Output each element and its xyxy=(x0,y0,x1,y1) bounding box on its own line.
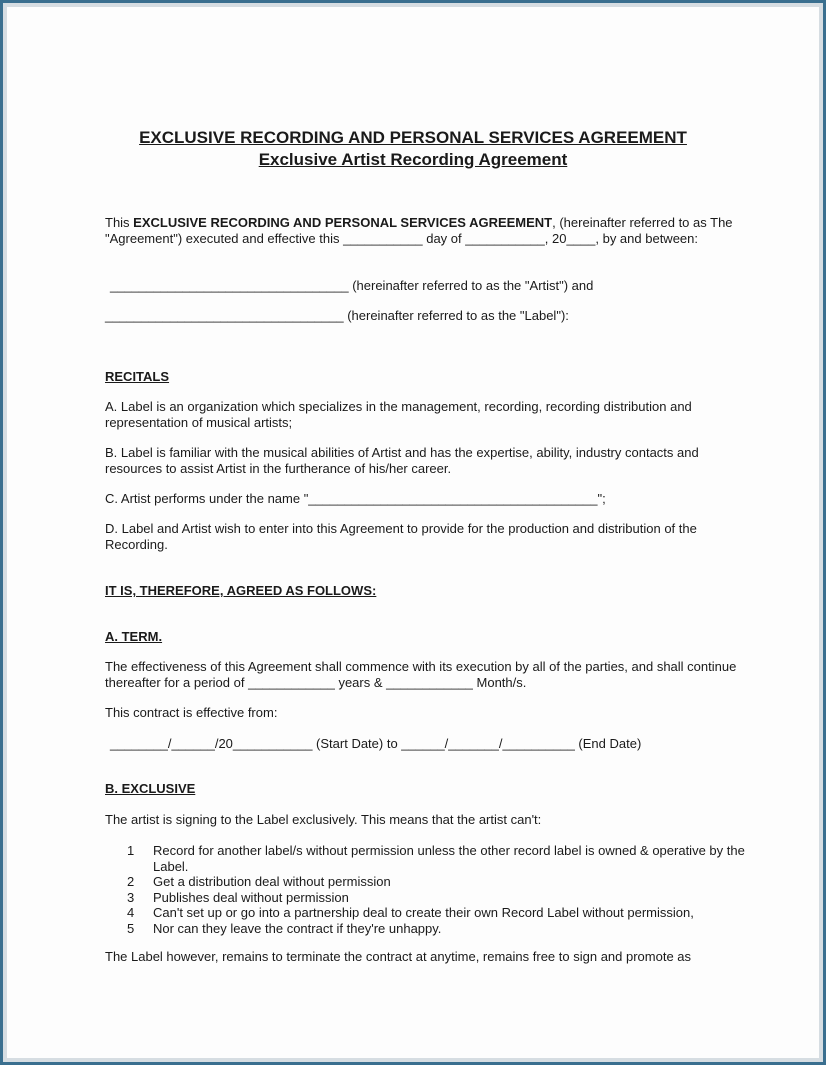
list-item xyxy=(105,921,745,937)
list-number: 5 xyxy=(127,920,135,936)
page-frame xyxy=(3,3,823,1062)
list-number: 3 xyxy=(127,889,135,905)
term-effective-from: This contract is effective from: xyxy=(105,705,278,720)
list-number: 2 xyxy=(127,874,135,889)
list-item xyxy=(105,843,745,874)
list-text: Record for another label/s without permission unless the other record label is owned & operative by the Label. xyxy=(153,843,745,874)
list-text: Publishes deal without permission xyxy=(153,889,349,905)
intro-agreement-name: EXCLUSIVE RECORDING AND PERSONAL SERVICES AGREEMENT xyxy=(133,215,553,230)
recital-b: B. Label is familiar with the musical abilities of Artist and has the expertise, ability, industry contacts and resources to assist Artist in the furtherance of his/her career. xyxy=(105,445,699,476)
recital-c: C. Artist performs under the name "________________________________________"; xyxy=(105,491,606,506)
intro-suffix: , (hereinafter referred to as The "Agreement") executed and effective this ___________ day of ___________, 20____, by and between: xyxy=(105,215,733,246)
list-text: Can't set up or go into a partnership deal to create their own Record Label without permission, xyxy=(153,905,694,920)
document-title: EXCLUSIVE RECORDING AND PERSONAL SERVICES AGREEMENT xyxy=(139,128,687,147)
intro-paragraph xyxy=(105,215,745,247)
agreed-heading: IT IS, THEREFORE, AGREED AS FOLLOWS: xyxy=(105,583,377,598)
document-page xyxy=(7,7,819,1058)
list-number: 4 xyxy=(127,905,135,920)
list-number: 1 xyxy=(127,843,135,858)
exclusive-intro: The artist is signing to the Label exclusively. This means that the artist can't: xyxy=(105,812,542,827)
term-date-line: ________/______/20___________ (Start Date) to ______/_______/__________ (End Date) xyxy=(110,736,642,751)
recitals-heading: RECITALS xyxy=(105,369,170,384)
party-artist-line: _________________________________ (hereinafter referred to as the "Artist") and xyxy=(110,278,594,293)
recital-a: A. Label is an organization which specializes in the management, recording, recording distribution and representation of musical artists; xyxy=(105,399,692,430)
document-subtitle: Exclusive Artist Recording Agreement xyxy=(258,150,568,169)
intro-prefix: This xyxy=(105,215,134,230)
restrictions-list xyxy=(105,843,745,936)
party-label-line: _________________________________ (hereinafter referred to as the "Label"): xyxy=(105,308,569,323)
exclusive-closing: The Label however, remains to terminate the contract at anytime, remains free to sign and promote as xyxy=(105,949,692,964)
exclusive-heading: B. EXCLUSIVE xyxy=(105,781,196,796)
list-text: Nor can they leave the contract if they're unhappy. xyxy=(153,920,442,936)
recital-d: D. Label and Artist wish to enter into this Agreement to provide for the production and distribution of the Recording. xyxy=(105,521,697,552)
term-paragraph: The effectiveness of this Agreement shall commence with its execution by all of the parties, and shall continue thereafter for a period of ____________ years & ____________ Month/s. xyxy=(105,659,737,690)
list-item xyxy=(105,890,745,906)
list-item xyxy=(105,905,745,921)
list-item xyxy=(105,874,745,890)
term-heading: A. TERM. xyxy=(105,629,163,644)
list-text: Get a distribution deal without permission xyxy=(153,874,391,889)
